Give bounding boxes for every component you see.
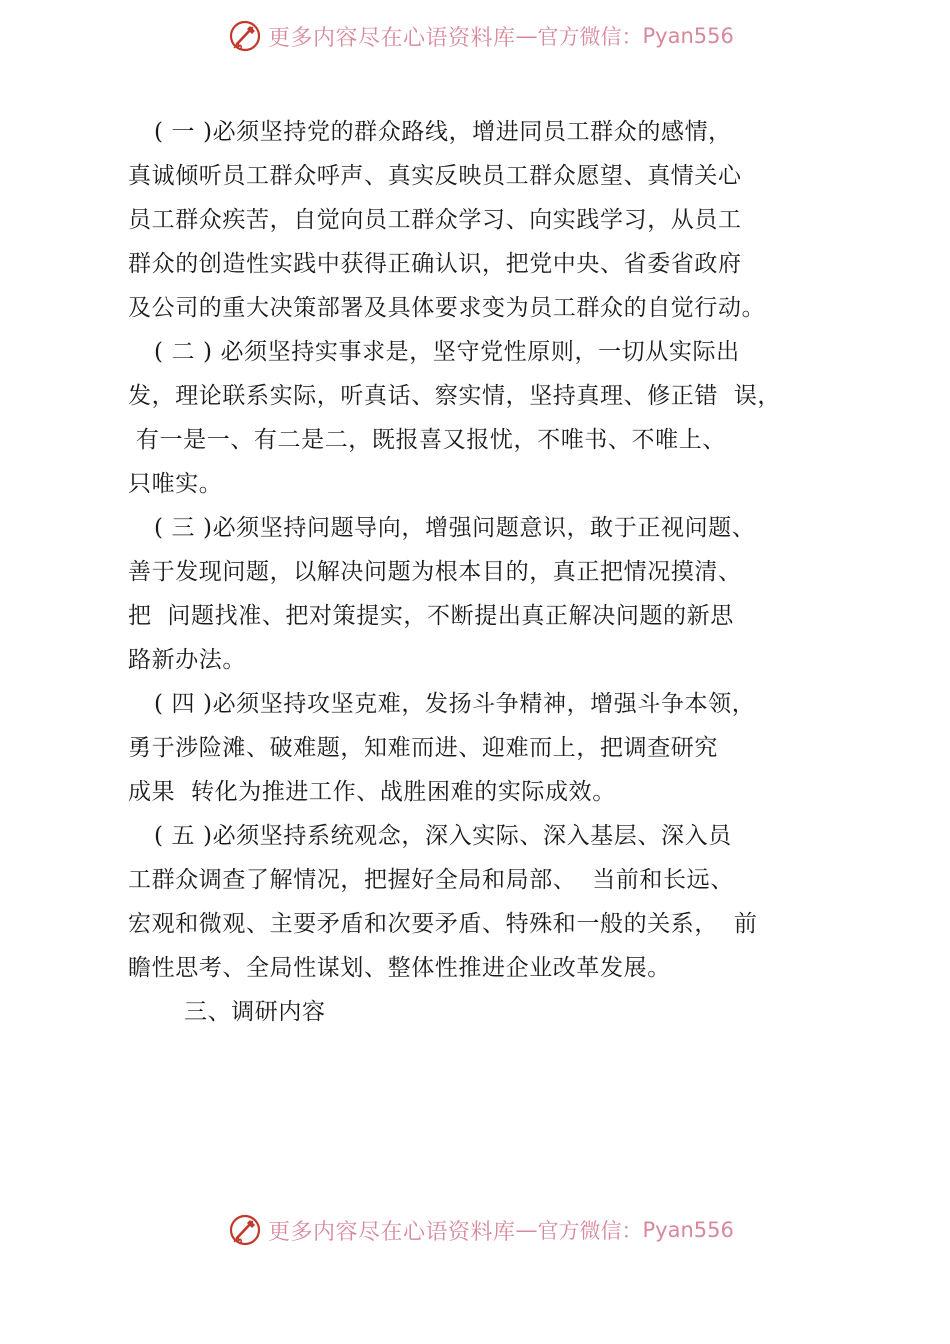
banner-title: 更多内容尽在心语资料库: [268, 1219, 516, 1245]
paragraph-3: [128, 506, 818, 682]
pen-logo-icon: [228, 1213, 262, 1247]
text-line: 员工群众疾苦，自觉向员工群众学习、向实践学习，从员工: [128, 207, 742, 233]
header-watermark: [228, 16, 734, 56]
text-line: 宏观和微观、主要矛盾和次要矛盾、特殊和一般的关系， 前: [128, 911, 758, 937]
text-line: 勇于涉险滩、破难题，知难而进、迎难而上，把调查研究: [128, 735, 718, 761]
paragraph-4: [128, 682, 818, 814]
text-line: 善于发现问题，以解决问题为根本目的，真正把情况摸清、: [128, 559, 742, 585]
text-line: 真诚倾听员工群众呼声、真实反映员工群众愿望、真情关心: [128, 163, 742, 189]
text-line: 瞻性思考、全局性谋划、整体性推进企业改革发展。: [128, 955, 671, 981]
text-line: 有一是一、有二是二，既报喜又报忧，不唯书、不唯上、: [128, 427, 726, 453]
pen-logo-icon: [228, 19, 262, 53]
text-line: 把 问题找准、把对策提实，不断提出真正解决问题的新思: [128, 603, 734, 629]
section-heading: 三、调研内容: [184, 999, 326, 1025]
banner-title: 更多内容尽在心语资料库: [268, 25, 516, 51]
text-line: ( 四 )必须坚持攻坚克难，发扬斗争精神，增强斗争本领，: [154, 691, 756, 717]
paragraph-1: [128, 110, 818, 330]
banner-separator: —: [515, 23, 538, 49]
text-line: ( 二 ) 必须坚持实事求是，坚守党性原则，一切从实际出: [154, 339, 740, 365]
text-line: ( 一 )必须坚持党的群众路线，增进同员工群众的感情，: [154, 119, 732, 145]
text-line: 发，理论联系实际，听真话、察实情，坚持真理、修正错 误，: [128, 383, 782, 409]
text-line: 成果 转化为推进工作、战胜困难的实际成效。: [128, 779, 616, 805]
footer-watermark: [228, 1210, 734, 1250]
document-body: [128, 110, 818, 1034]
text-line: ( 三 )必须坚持问题导向，增强问题意识，敢于正视问题、: [154, 515, 756, 541]
banner-wechat-id: Pyan556: [642, 24, 734, 48]
text-line: 工群众调查了解情况，把握好全局和局部、 当前和长远、: [128, 867, 734, 893]
banner-separator: —: [515, 1217, 538, 1243]
text-line: ( 五 )必须坚持系统观念，深入实际、深入基层、深入员: [154, 823, 732, 849]
text-line: 群众的创造性实践中获得正确认识，把党中央、省委省政府: [128, 251, 742, 277]
text-line: 只唯实。: [128, 471, 223, 497]
paragraph-5: [128, 814, 818, 990]
paragraph-2: [128, 330, 818, 506]
text-line: 路新办法。: [128, 647, 246, 673]
banner-wechat-id: Pyan556: [642, 1218, 734, 1242]
banner-wechat-label: 官方微信：: [537, 1219, 643, 1243]
banner-wechat-label: 官方微信：: [537, 25, 643, 49]
text-line: 及公司的重大决策部署及具体要求变为员工群众的自觉行动。: [128, 295, 766, 321]
